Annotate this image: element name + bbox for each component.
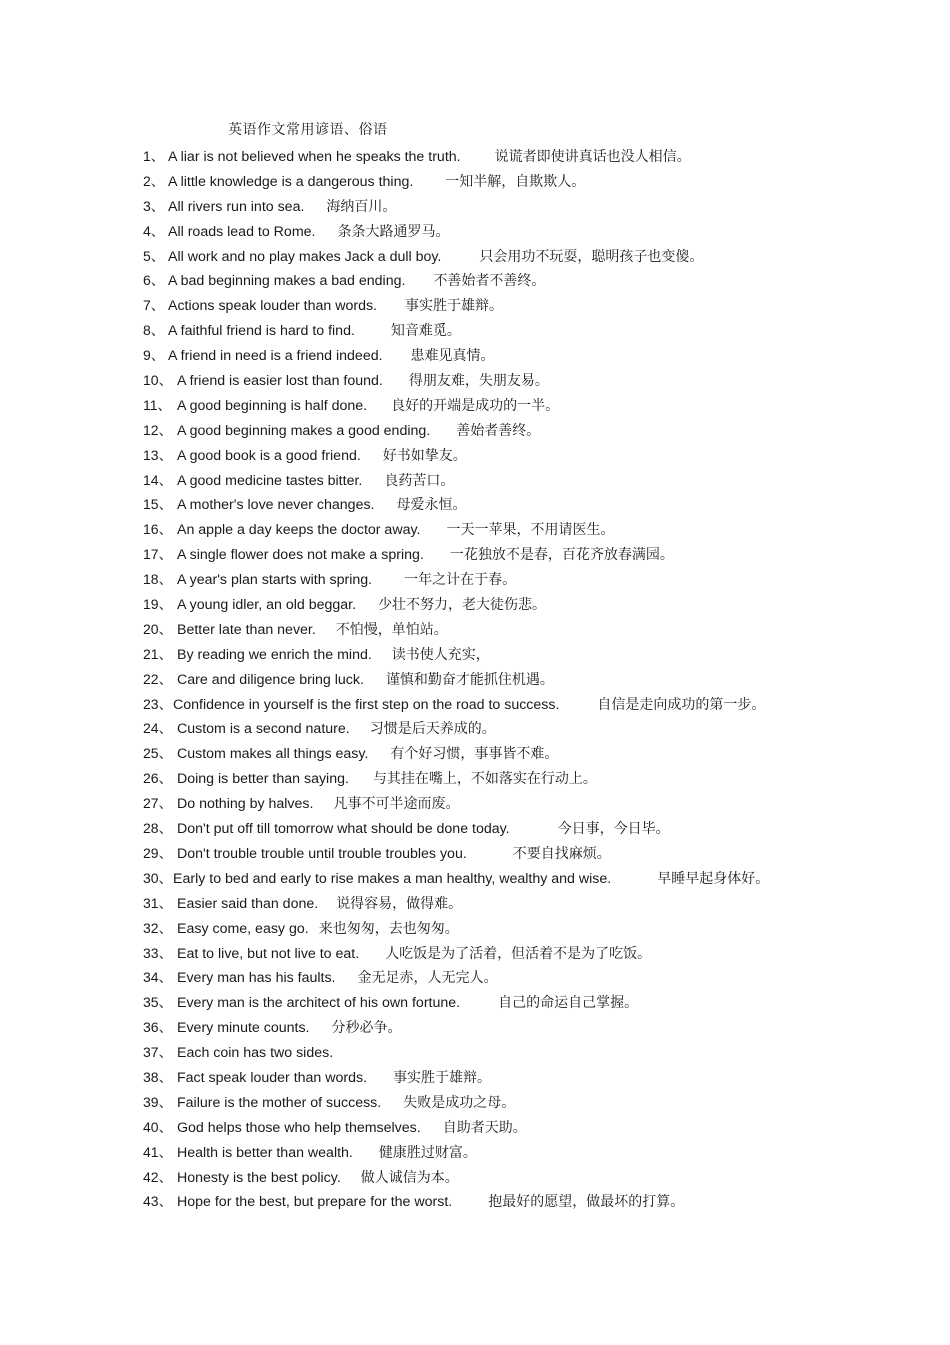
list-item <box>143 1141 769 1166</box>
list-item <box>143 394 769 419</box>
proverb-chinese: 读书使人充实， <box>391 646 490 663</box>
list-item <box>143 1116 769 1141</box>
list-item <box>143 966 769 991</box>
list-item <box>143 568 769 593</box>
proverb-english: A little knowledge is a dangerous thing. <box>168 173 414 190</box>
item-number: 30、 <box>143 869 173 886</box>
proverb-chinese: 一天一苹果，不用请医生。 <box>446 522 615 539</box>
proverb-english: A year's plan starts with spring. <box>177 572 373 589</box>
list-item <box>143 518 769 543</box>
list-item <box>143 817 769 842</box>
item-number: 9、 <box>143 347 165 364</box>
proverb-english: A good beginning makes a good ending. <box>177 422 431 439</box>
proverb-english: Each coin has two sides. <box>177 1045 334 1062</box>
proverb-english: Do nothing by halves. <box>177 796 314 813</box>
proverb-english: Doing is better than saying. <box>177 771 349 788</box>
proverb-chinese: 不要自找麻烦。 <box>512 845 611 862</box>
list-item <box>143 618 769 643</box>
proverb-chinese: 习惯是后天养成的。 <box>369 721 496 738</box>
item-number: 32、 <box>143 919 173 936</box>
item-number: 10、 <box>143 372 173 389</box>
item-number: 8、 <box>143 322 165 339</box>
item-number: 4、 <box>143 222 165 239</box>
proverb-chinese: 良药苦口。 <box>384 472 455 489</box>
item-number: 21、 <box>143 645 173 662</box>
proverb-english: Failure is the mother of success. <box>177 1094 382 1111</box>
list-item <box>143 294 769 319</box>
proverb-english: All rivers run into sea. <box>168 198 305 215</box>
proverb-english: Actions speak louder than words. <box>168 298 377 315</box>
proverb-chinese: 自助者天助。 <box>442 1119 527 1136</box>
list-item <box>143 643 769 668</box>
item-number: 27、 <box>143 795 173 812</box>
proverb-chinese: 早睡早起身体好。 <box>657 870 770 887</box>
proverb-english: Don't put off till tomorrow what should be done today. <box>177 821 510 838</box>
item-number: 40、 <box>143 1118 173 1135</box>
item-number: 5、 <box>143 247 165 264</box>
list-item <box>143 1190 769 1215</box>
item-number: 20、 <box>143 620 173 637</box>
proverb-english: A good beginning is half done. <box>177 397 368 414</box>
item-number: 39、 <box>143 1093 173 1110</box>
item-number: 29、 <box>143 844 173 861</box>
item-number: 43、 <box>143 1193 173 1210</box>
proverb-english: Every man is the architect of his own fortune. <box>177 995 461 1012</box>
list-item <box>143 245 769 270</box>
proverb-chinese: 母爱永恒。 <box>396 497 467 514</box>
list-item <box>143 767 769 792</box>
proverb-english: A young idler, an old beggar. <box>177 597 357 614</box>
item-number: 18、 <box>143 571 173 588</box>
item-number: 42、 <box>143 1168 173 1185</box>
proverb-english: Every minute counts. <box>177 1020 310 1037</box>
list-item <box>143 319 769 344</box>
proverb-chinese: 一年之计在于春。 <box>404 572 517 589</box>
list-item <box>143 593 769 618</box>
document-title: 英语作文常用谚语、俗语 <box>228 122 388 138</box>
proverb-english: Every man has his faults. <box>177 970 336 987</box>
proverb-english: A faithful friend is hard to find. <box>168 323 355 340</box>
proverb-english: Confidence in yourself is the first step on the road to success. <box>173 696 560 713</box>
list-item <box>143 1041 769 1066</box>
proverb-english: Custom makes all things easy. <box>177 746 369 763</box>
proverb-chinese: 少壮不努力，老大徒伤悲。 <box>378 597 547 614</box>
item-number: 37、 <box>143 1044 173 1061</box>
item-number: 36、 <box>143 1019 173 1036</box>
proverb-english: Care and diligence bring luck. <box>177 671 364 688</box>
proverb-chinese: 与其挂在嘴上，不如落实在行动上。 <box>372 771 597 788</box>
item-number: 34、 <box>143 969 173 986</box>
proverb-chinese: 失败是成功之母。 <box>403 1094 516 1111</box>
list-item <box>143 344 769 369</box>
proverb-english: Honesty is the best policy. <box>177 1169 341 1186</box>
proverb-chinese: 一花独放不是春，百花齐放春满园。 <box>449 547 674 564</box>
item-number: 3、 <box>143 197 165 214</box>
list-item <box>143 867 769 892</box>
item-number: 2、 <box>143 172 165 189</box>
proverb-english: Fact speak louder than words. <box>177 1069 368 1086</box>
proverb-chinese: 分秒必争。 <box>331 1020 402 1037</box>
list-item <box>143 220 769 245</box>
proverb-english: By reading we enrich the mind. <box>177 646 372 663</box>
list-item <box>143 892 769 917</box>
proverb-chinese: 事实胜于雄辩。 <box>393 1069 492 1086</box>
proverb-chinese: 良好的开端是成功的一半。 <box>391 397 560 414</box>
proverb-chinese: 来也匆匆，去也匆匆。 <box>318 920 459 937</box>
proverb-chinese: 说谎者即使讲真话也没人相信。 <box>494 149 691 165</box>
item-number: 31、 <box>143 894 173 911</box>
proverb-chinese: 条条大路通罗马。 <box>337 223 450 240</box>
proverb-chinese: 知音难觅。 <box>390 323 461 340</box>
proverb-chinese: 不善始者不善终。 <box>433 273 546 290</box>
proverb-chinese: 人吃饭是为了活着，但活着不是为了吃饭。 <box>385 945 652 962</box>
item-number: 14、 <box>143 471 173 488</box>
list-item <box>143 693 769 718</box>
list-item <box>143 1016 769 1041</box>
proverb-english: Better late than never. <box>177 621 316 638</box>
proverb-chinese: 只会用功不玩耍，聪明孩子也变傻。 <box>479 248 704 265</box>
item-number: 24、 <box>143 720 173 737</box>
proverb-english: All roads lead to Rome. <box>168 223 316 240</box>
list-item <box>143 991 769 1016</box>
proverb-chinese: 金无足赤，人无完人。 <box>357 970 498 987</box>
proverb-english: Easy come, easy go. <box>177 920 309 937</box>
item-number: 28、 <box>143 820 173 837</box>
list-item <box>143 543 769 568</box>
item-number: 38、 <box>143 1068 173 1085</box>
item-number: 13、 <box>143 446 173 463</box>
proverb-english: A good book is a good friend. <box>177 447 361 464</box>
item-number: 12、 <box>143 421 173 438</box>
list-item <box>143 792 769 817</box>
list-item <box>143 269 769 294</box>
list-item <box>143 444 769 469</box>
item-number: 22、 <box>143 670 173 687</box>
item-number: 33、 <box>143 944 173 961</box>
proverb-english: God helps those who help themselves. <box>177 1119 421 1136</box>
proverb-chinese: 得朋友难，失朋友易。 <box>408 373 549 390</box>
proverb-english: Custom is a second nature. <box>177 721 350 738</box>
list-item <box>143 668 769 693</box>
item-number: 26、 <box>143 770 173 787</box>
proverb-chinese: 一知半解，自欺欺人。 <box>445 173 586 190</box>
item-number: 7、 <box>143 297 165 314</box>
list-item <box>143 145 769 170</box>
proverb-chinese: 自信是走向成功的第一步。 <box>597 696 766 713</box>
list-item <box>143 469 769 494</box>
proverb-chinese: 今日事，今日毕。 <box>557 821 670 838</box>
proverb-english: A friend in need is a friend indeed. <box>168 348 383 365</box>
proverb-chinese: 好书如挚友。 <box>382 447 467 464</box>
item-number: 15、 <box>143 496 173 513</box>
proverb-chinese: 说得容易，做得难。 <box>336 895 463 912</box>
proverb-english: Don't trouble trouble until trouble troubles you. <box>177 845 467 862</box>
list-item <box>143 493 769 518</box>
list-item <box>143 419 769 444</box>
item-number: 11、 <box>143 396 172 413</box>
proverb-chinese: 患难见真情。 <box>410 348 495 365</box>
proverb-english: Health is better than wealth. <box>177 1144 353 1161</box>
item-number: 16、 <box>143 521 173 538</box>
item-number: 23、 <box>143 695 173 712</box>
proverb-english: A friend is easier lost than found. <box>177 373 383 390</box>
proverb-chinese: 有个好习惯，事事皆不难。 <box>390 746 559 763</box>
list-item <box>143 195 769 220</box>
list-item <box>143 917 769 942</box>
proverb-chinese: 事实胜于雄辩。 <box>405 298 503 315</box>
proverb-list <box>143 145 769 1215</box>
proverb-english: A bad beginning makes a bad ending. <box>168 273 406 290</box>
item-number: 1、 <box>143 148 165 164</box>
list-item <box>143 717 769 742</box>
proverb-chinese: 做人诚信为本。 <box>360 1169 459 1186</box>
list-item <box>143 170 769 195</box>
list-item <box>143 1166 769 1191</box>
proverb-chinese: 不怕慢，单怕站。 <box>335 621 448 638</box>
item-number: 25、 <box>143 745 173 762</box>
proverb-english: A mother's love never changes. <box>177 497 375 514</box>
proverb-english: All work and no play makes Jack a dull boy. <box>168 248 442 265</box>
proverb-english: An apple a day keeps the doctor away. <box>177 522 421 539</box>
item-number: 19、 <box>143 596 173 613</box>
proverb-chinese: 海纳百川。 <box>326 198 397 215</box>
proverb-english: Easier said than done. <box>177 895 319 912</box>
list-item <box>143 369 769 394</box>
proverb-chinese: 抱最好的愿望，做最坏的打算。 <box>488 1194 685 1211</box>
list-item <box>143 942 769 967</box>
list-item <box>143 742 769 767</box>
proverb-english: Early to bed and early to rise makes a man healthy, wealthy and wise. <box>173 870 612 887</box>
proverb-chinese: 健康胜过财富。 <box>378 1144 477 1161</box>
list-item <box>143 1066 769 1091</box>
list-item <box>143 1091 769 1116</box>
proverb-english: A good medicine tastes bitter. <box>177 472 363 489</box>
proverb-english: A liar is not believed when he speaks the truth. <box>168 149 461 165</box>
item-number: 6、 <box>143 272 165 289</box>
list-item <box>143 842 769 867</box>
item-number: 41、 <box>143 1143 173 1160</box>
proverb-chinese: 善始者善终。 <box>456 422 541 439</box>
proverb-chinese: 谨慎和勤奋才能抓住机遇。 <box>385 671 554 688</box>
item-number: 17、 <box>143 546 173 563</box>
proverb-english: Hope for the best, but prepare for the worst. <box>177 1194 453 1211</box>
proverb-chinese: 自己的命运自己掌握。 <box>498 995 639 1012</box>
proverb-english: Eat to live, but not live to eat. <box>177 945 360 962</box>
item-number: 35、 <box>143 994 173 1011</box>
proverb-english: A single flower does not make a spring. <box>177 547 424 564</box>
proverb-chinese: 凡事不可半途而废。 <box>333 796 460 813</box>
